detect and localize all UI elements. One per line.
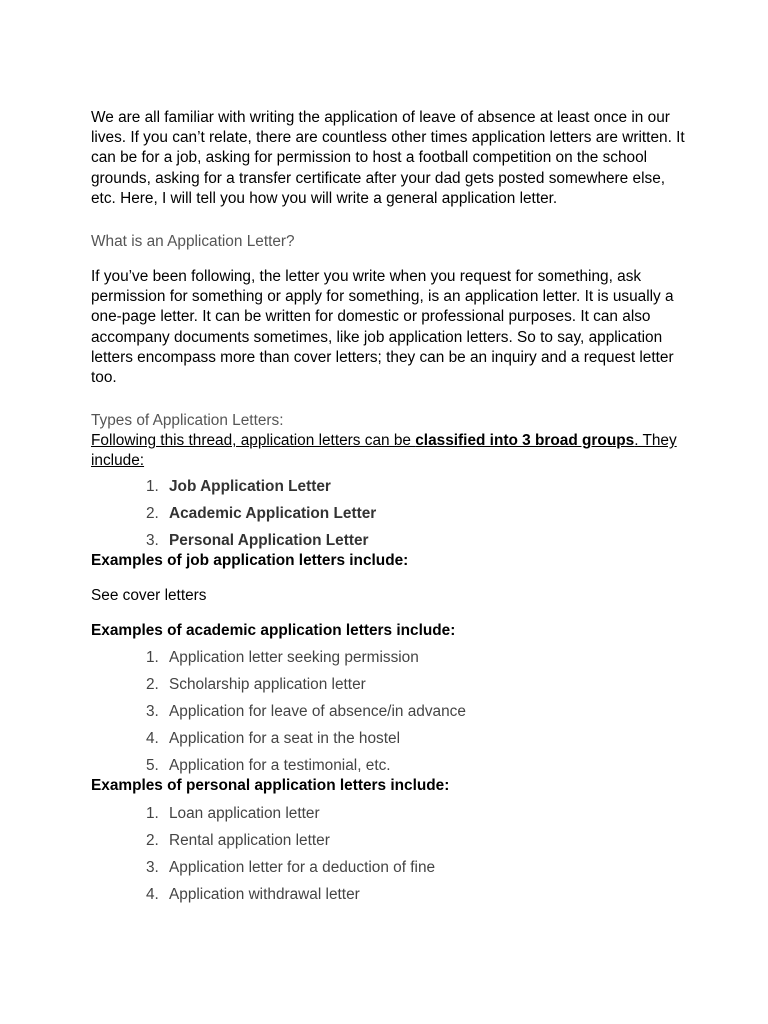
list-item-text: Application withdrawal letter bbox=[169, 885, 360, 903]
list-item bbox=[91, 648, 691, 675]
list-number: 2. bbox=[146, 831, 159, 849]
list-item-text: Application letter for a deduction of fine bbox=[169, 858, 436, 876]
list-number: 2. bbox=[146, 675, 159, 693]
list-number: 1. bbox=[146, 648, 159, 666]
list-number: 4. bbox=[146, 729, 159, 747]
job-examples-heading: Examples of job application letters include: bbox=[91, 551, 409, 569]
personal-examples-heading: Examples of personal application letters include: bbox=[91, 776, 450, 794]
list-number: 4. bbox=[146, 885, 159, 903]
list-item-text: Academic Application Letter bbox=[169, 504, 377, 522]
list-number: 1. bbox=[146, 477, 159, 495]
list-item-text: Job Application Letter bbox=[169, 477, 331, 495]
job-examples-body: See cover letters bbox=[91, 586, 207, 604]
list-item bbox=[91, 675, 691, 702]
list-item bbox=[91, 756, 691, 776]
list-item-text: Application for leave of absence/in advance bbox=[169, 702, 466, 720]
list-item-text: Application letter seeking permission bbox=[169, 648, 419, 666]
types-intro-bold: classified into 3 broad groups bbox=[415, 432, 635, 450]
academic-list bbox=[91, 648, 691, 776]
types-intro-before: Following this thread, application letters can be bbox=[91, 432, 416, 450]
list-item bbox=[91, 729, 691, 756]
types-intro-after: . They include: bbox=[91, 432, 677, 470]
list-item-text: Loan application letter bbox=[169, 804, 320, 822]
list-item bbox=[91, 804, 691, 831]
what-is-paragraph: If you’ve been following, the letter you write when you request for something, ask permission for something or apply for something, is an application letter. It is usually a one-page letter. It can be written for domestic or professional purposes. It can also accompany documents sometimes, like job application letters. So to say, application letters encompass more than cover letters; they can be an inquiry and a request letter too. bbox=[91, 268, 674, 387]
document-body bbox=[91, 108, 691, 912]
list-item-text: Application for a seat in the hostel bbox=[169, 729, 401, 747]
list-item-text: Personal Application Letter bbox=[169, 531, 369, 549]
types-list bbox=[91, 477, 691, 551]
intro-paragraph: We are all familiar with writing the application of leave of absence at least once in our lives. If you can’t relate, there are countless other times application letters are written. It can be for a job, asking for permission to host a football competition on the school grounds, asking for a transfer certificate after your dad gets posted somewhere else, etc. Here, I will tell you how you will write a general application letter. bbox=[91, 109, 685, 207]
list-item-text: Rental application letter bbox=[169, 831, 330, 849]
list-item-text: Scholarship application letter bbox=[169, 675, 366, 693]
list-number: 3. bbox=[146, 702, 159, 720]
list-item bbox=[91, 531, 691, 551]
what-is-heading: What is an Application Letter? bbox=[91, 233, 295, 251]
academic-examples-heading: Examples of academic application letters include: bbox=[91, 621, 456, 639]
list-item bbox=[91, 858, 691, 885]
types-heading: Types of Application Letters: bbox=[91, 412, 284, 430]
list-number: 3. bbox=[146, 531, 159, 549]
list-number: 2. bbox=[146, 504, 159, 522]
list-item bbox=[91, 885, 691, 912]
list-item bbox=[91, 702, 691, 729]
types-intro bbox=[91, 431, 691, 471]
personal-list bbox=[91, 804, 691, 912]
list-number: 5. bbox=[146, 756, 159, 774]
list-item bbox=[91, 477, 691, 504]
list-number: 1. bbox=[146, 804, 159, 822]
list-item bbox=[91, 504, 691, 531]
list-item bbox=[91, 831, 691, 858]
list-item-text: Application for a testimonial, etc. bbox=[169, 756, 391, 774]
list-number: 3. bbox=[146, 858, 159, 876]
